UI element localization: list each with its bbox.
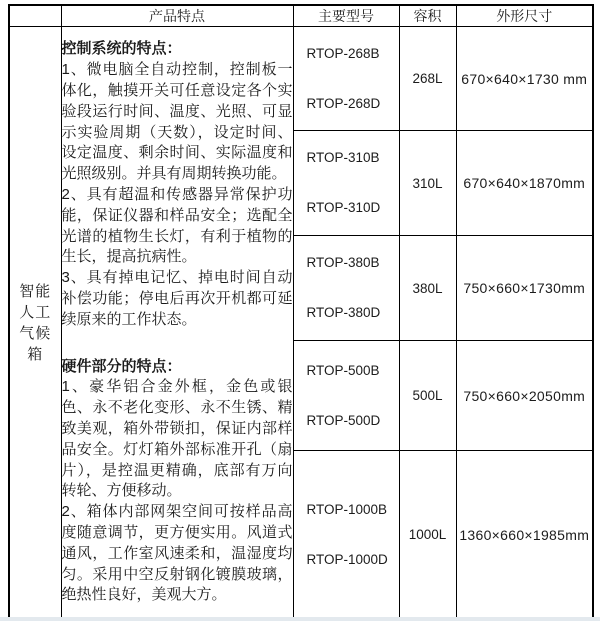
capacity-cell: 310L xyxy=(399,131,456,236)
control-feature-item: 2、具有超温和传感器异常保护功能，保证仪器和样品安全；选配全光谱的植物生长灯，有利于植物的生长，提高抗病性。 xyxy=(61,185,293,266)
header-cell-model: 主要型号 xyxy=(293,5,399,27)
model-name: RTOP-268B xyxy=(306,45,380,61)
product-name-line: 智能 xyxy=(19,282,52,300)
capacity-cell: 268L xyxy=(399,27,456,131)
model-name: RTOP-310D xyxy=(306,200,381,215)
model-name: RTOP-500B xyxy=(306,362,380,378)
model-name: RTOP-310B xyxy=(306,150,380,165)
control-section-title: 控制系统的特点： xyxy=(61,40,182,58)
capacity-cell: 1000L xyxy=(399,451,456,620)
product-name-line: 人工 xyxy=(19,303,52,321)
header-cell-capacity: 容积 xyxy=(399,5,456,27)
spec-row xyxy=(9,27,593,131)
dimensions-cell: 670×640×1870mm xyxy=(456,131,593,236)
section-spacer xyxy=(62,331,293,357)
model-cell xyxy=(293,341,399,451)
model-name: RTOP-380D xyxy=(306,305,381,320)
product-name-line: 气候 xyxy=(19,324,52,342)
header-cell-product-label xyxy=(9,5,61,27)
product-name-line: 箱 xyxy=(27,345,44,363)
table-header-row xyxy=(9,5,593,27)
hardware-feature-item: 1、豪华铝合金外框，金色或银色、永不老化变形、永不生锈、精致美观，箱外带锁扣，保证内部样品安全。灯灯箱外部标准开孔（扇片），是控温更精确，底部有万向转轮、方便移动。 xyxy=(61,378,293,500)
model-cell xyxy=(293,236,399,341)
model-name: RTOP-1000D xyxy=(306,551,388,567)
model-name: RTOP-500D xyxy=(306,412,381,428)
bottom-edge-strip xyxy=(0,617,600,621)
capacity-cell: 500L xyxy=(399,341,456,451)
control-feature-item: 3、具有掉电记忆、掉电时间自动补偿功能；停电后再次开机都可延续原来的工作状态。 xyxy=(61,269,293,328)
model-name: RTOP-380B xyxy=(306,255,380,270)
hardware-feature-item: 2、箱体内部网架空间可按样品高度随意调节，更方便实用。风道式通风，工作室风速柔和，温湿度均匀。采用中空反射钢化镀膜玻璃，绝热性良好，美观大方。 xyxy=(61,503,293,604)
hardware-section-title: 硬件部分的特点： xyxy=(61,357,182,375)
product-name-vertical-label xyxy=(9,27,61,620)
model-name: RTOP-1000B xyxy=(306,501,388,517)
model-cell xyxy=(293,131,399,236)
dimensions-cell: 670×640×1730 mm xyxy=(456,27,593,131)
control-feature-item: 1、微电脑全自动控制，控制板一体化，触摸开关可任意设定各个实验段运行时间、温度、光照、可显示实验周期（天数），设定时间、设定温度、剩余时间、实际温度和光照级别。并具有周期转换功能。 xyxy=(61,61,293,183)
dimensions-cell: 750×660×2050mm xyxy=(456,341,593,451)
model-cell xyxy=(293,27,399,131)
header-cell-dimensions: 外形尺寸 xyxy=(456,5,593,27)
product-spec-table xyxy=(8,4,594,621)
features-cell xyxy=(61,27,293,620)
dimensions-cell: 750×660×1730mm xyxy=(456,236,593,341)
model-cell xyxy=(293,451,399,620)
model-name: RTOP-268D xyxy=(306,95,381,111)
capacity-cell: 380L xyxy=(399,236,456,341)
dimensions-cell: 1360×660×1985mm xyxy=(456,451,593,620)
header-cell-features: 产品特点 xyxy=(61,5,293,27)
